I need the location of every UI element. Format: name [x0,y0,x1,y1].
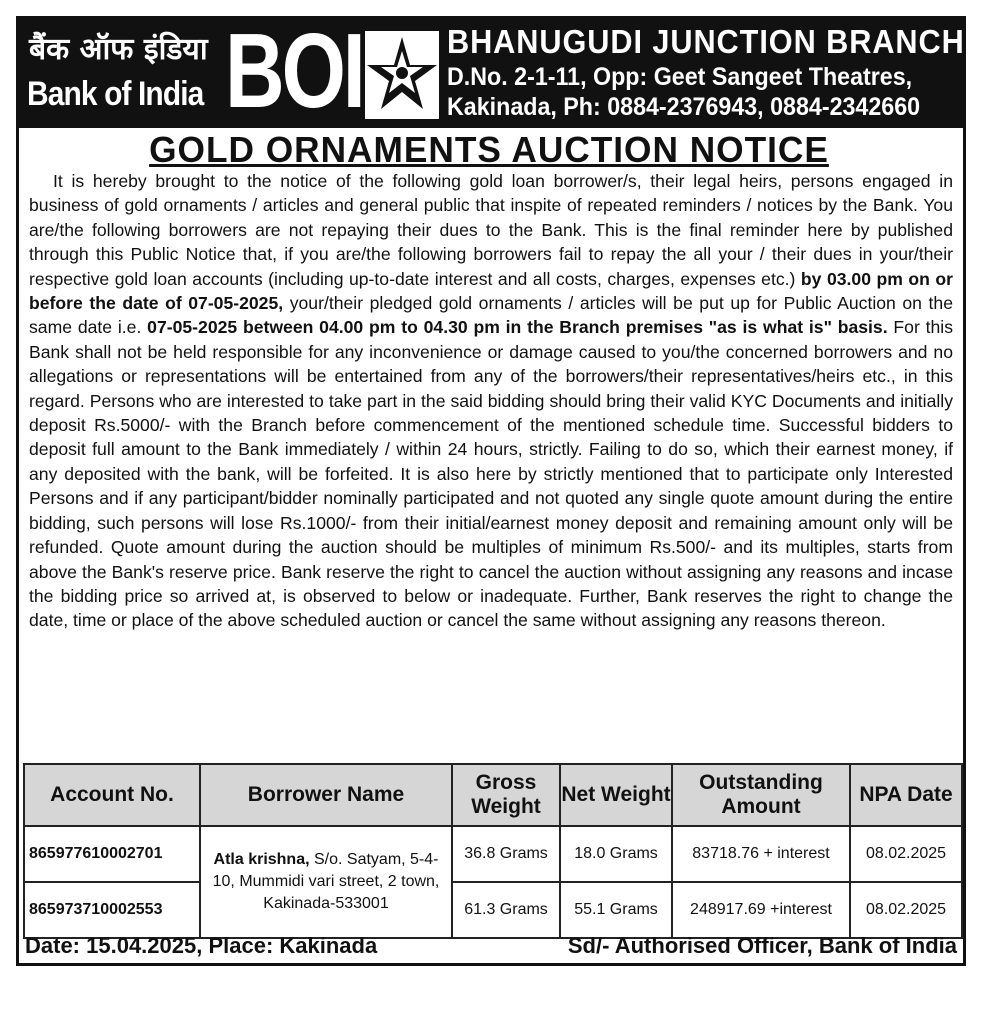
account-no-cell: 865977610002701 [24,826,200,882]
net-weight-cell: 55.1 Grams [560,882,672,938]
account-no-cell: 865973710002553 [24,882,200,938]
body-part-3: For this Bank shall not be held responsible for any inconvenience or damage caused to you/the concerned borrowers and no allegations or representations will be entertained from any of the borrowers/their representatives/heirs etc., in this regard. Persons who are interested to take part in the said bidding should bring their valid KYC Documents and initially deposit Rs.5000/- with the Branch before commencement of the mentioned schedule time. Successful bidders to deposit full amount to the Bank immediately / within 24 hours, strictly. Failing to do so, which their earnest money, if any deposited with the bank, will be forfeited. It is also here by strictly mentioned that to participate only Interested Persons and if any participant/bidder nominally participated and not quoted any single quote amount during the entire bidding, such persons will lose Rs.1000/- from their initial/earnest money deposit and remaining amount only will be refunded. Quote amount during the auction should be multiples of minimum Rs.500/- and its multiples, starts from above the Bank's reserve price. Bank reserve the right to cancel the auction without assigning any reasons and incase the bidding price so arrived at, is observed to below or inadequate. Further, Bank reserves the right to change the date, time or place of the above scheduled auction or cancel the same without assigning any reasons thereon. [29,317,953,631]
notice-body [29,169,953,633]
star-logo-icon [363,29,441,121]
table-row [24,882,962,938]
borrower-name-cell [200,826,452,938]
header-npa-date: NPA Date [850,764,962,826]
outstanding-amount-cell: 248917.69 +interest [672,882,850,938]
auction-notice [16,12,966,966]
body-deadline: by 03.00 pm on or before the date of 07-05-2025, [29,268,953,314]
header-account-no: Account No. [24,764,200,826]
net-weight-cell: 18.0 Grams [560,826,672,882]
date-place: Date: 15.04.2025, Place: Kakinada [25,933,378,958]
body-part-1: It is hereby brought to the notice of the following gold loan borrower/s, their legal heirs, persons engaged in business of gold ornaments / articles and general public that inspite of repeated reminders / notices by the Bank. You are/the following borrowers are not repaying their dues to the Bank. This is the final reminder here by published through this Public Notice that, if you are/the following borrowers fail to repay the all your / their dues in your/their respective gold loan accounts (including up-to-date interest and all costs, charges, expenses etc.) [29,171,953,289]
body-auction-time: 07-05-2025 between 04.00 pm to 04.30 pm in the Branch premises "as is what is" basis. [147,317,888,338]
body-part-2: your/their pledged gold ornaments / articles will be put up for Public Auction on the same date i.e. [29,293,953,338]
borrower-address: S/o. Satyam, 5-4-10, Mummidi vari street, 2 town, Kakinada-533001 [212,851,440,912]
bank-name-english: Bank of India [27,75,204,113]
outstanding-amount-cell: 83718.76 + interest [672,826,850,882]
boi-logo-text: BOI [225,12,363,130]
table-row [24,826,962,882]
npa-date-cell: 08.02.2025 [850,882,962,938]
header-outstanding-amount: Outstanding Amount [672,764,850,826]
branch-address-line1: D.No. 2-1-11, Opp: Geet Sangeet Theatres, [447,63,913,91]
npa-date-cell: 08.02.2025 [850,826,962,882]
bank-name-hindi: बैंक ऑफ इंडिया [29,32,208,67]
notice-title: GOLD ORNAMENTS AUCTION NOTICE [149,129,829,170]
authorised-signature: Sd/- Authorised Officer, Bank of India [567,933,957,958]
branch-address-line2: Kakinada, Ph: 0884-2376943, 0884-2342660 [447,93,921,121]
gross-weight-cell: 36.8 Grams [452,826,560,882]
borrower-table [23,763,963,939]
header-borrower-name: Borrower Name [200,764,452,826]
notice-header [19,12,965,130]
branch-name: BHANUGUDI JUNCTION BRANCH [447,23,965,60]
gross-weight-cell: 61.3 Grams [452,882,560,938]
header-gross-weight: Gross Weight [452,764,560,826]
borrower-name-bold: Atla krishna, [213,851,310,868]
header-net-weight: Net Weight [560,764,672,826]
table-header-row [24,764,962,826]
